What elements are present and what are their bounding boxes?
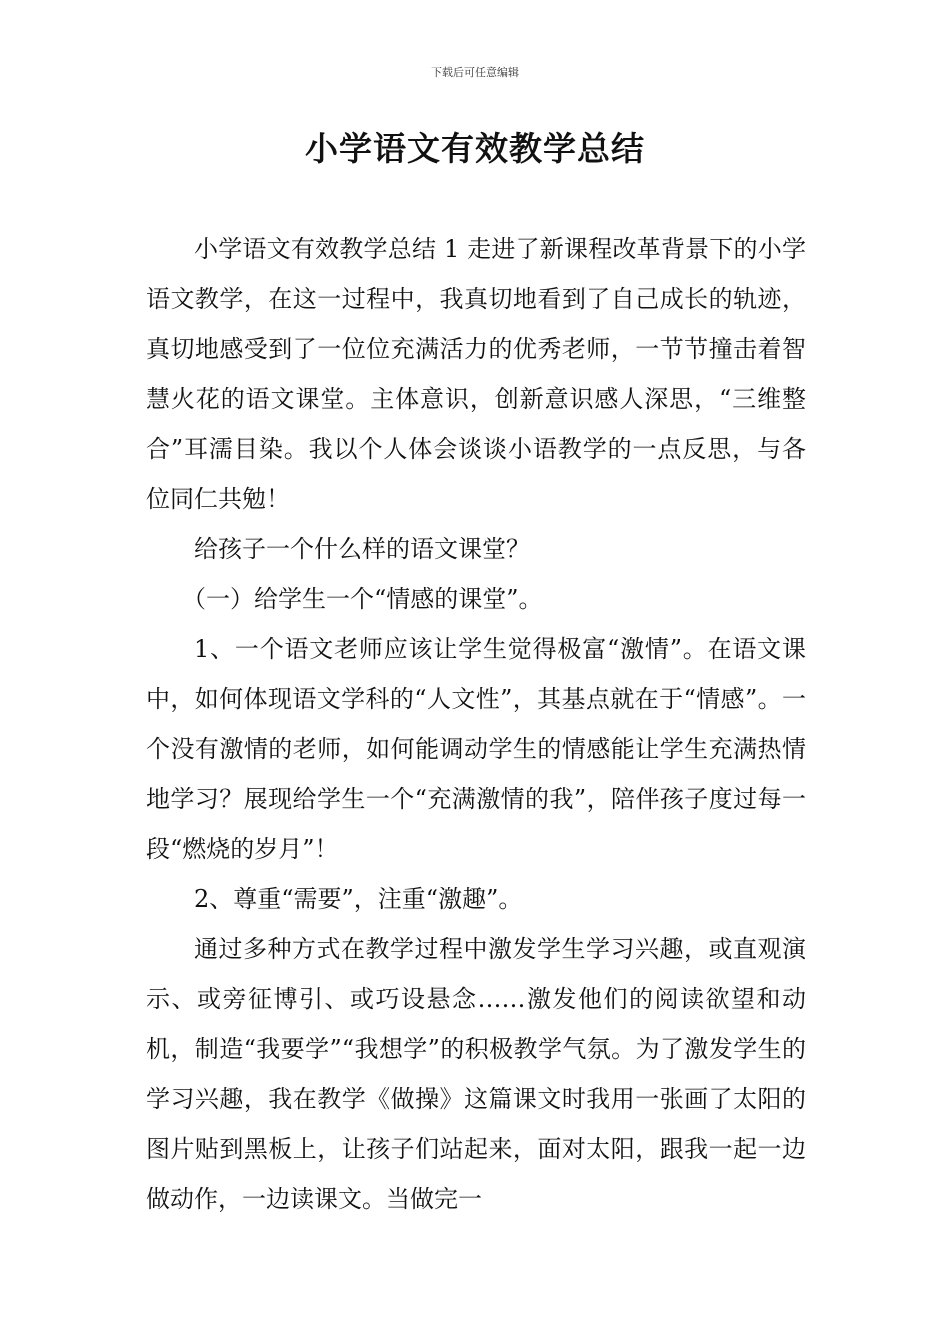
page-title: 小学语文有效教学总结 — [305, 129, 645, 168]
paragraph-section-heading: （一）给学生一个“情感的课堂”。 — [182, 585, 543, 613]
paragraph-point-2: 2、尊重“需要”，注重“激趣”。 — [194, 885, 523, 913]
paragraph-point-1: 1、一个语文老师应该让学生觉得极富“激情”。在语文课中，如何体现语文学科的“人文性”，其基点就在于“情感”。一个没有激情的老师，如何能调动学生的情感能让学生充满热情地学习？展现给学生一个“充满激情的我”，陪伴孩子度过每一段“燃烧的岁月”！ — [146, 635, 806, 863]
paragraph-example: 通过多种方式在教学过程中激发学生学习兴趣，或直观演示、或旁征博引、或巧设悬念……激发他们的阅读欲望和动机，制造“我要学”“我想学”的积极教学气氛。为了激发学生的学习兴趣，我在教学《做操》这篇课文时我用一张画了太阳的图片贴到黑板上，让孩子们站起来，面对太阳，跟我一起一边做动作，一边读课文。当做完一 — [146, 935, 806, 1213]
paragraph-question: 给孩子一个什么样的语文课堂？ — [194, 535, 530, 563]
header-note: 下载后可任意编辑 — [431, 66, 519, 79]
body-text — [146, 224, 806, 1224]
paragraph-intro: 小学语文有效教学总结 1 走进了新课程改革背景下的小学语文教学，在这一过程中，我真切地看到了自己成长的轨迹，真切地感受到了一位位充满活力的优秀老师，一节节撞击着智慧火花的语文课堂。主体意识，创新意识感人深思，“三维整合”耳濡目染。我以个人体会谈谈小语教学的一点反思，与各位同仁共勉！ — [146, 235, 806, 513]
